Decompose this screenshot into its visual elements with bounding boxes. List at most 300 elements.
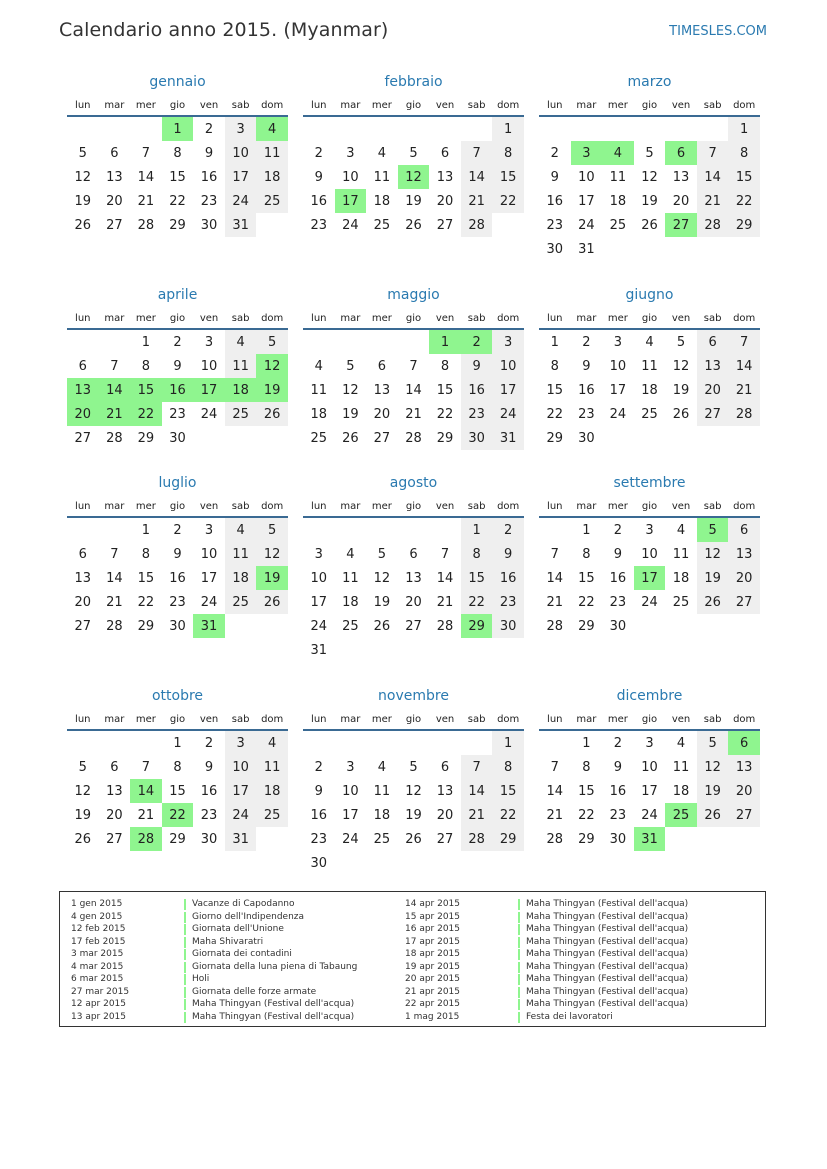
day-cell[interactable]: 1 [141,522,151,538]
day-cell[interactable]: 27 [74,430,92,446]
day-cell[interactable]: 24 [609,406,627,422]
day-cell[interactable]: 12 [697,542,729,566]
day-cell[interactable]: 14 [546,783,564,799]
day-cell[interactable]: 15 [492,779,524,803]
day-cell[interactable]: 26 [256,402,288,426]
day-cell[interactable]: 14 [461,779,493,803]
day-cell[interactable]: 2 [204,735,214,751]
day-cell[interactable]: 30 [200,217,218,233]
day-cell[interactable]: 15 [492,165,524,189]
day-cell[interactable]: 27 [728,590,760,614]
day-cell[interactable]: 17 [225,779,257,803]
day-cell[interactable]: 4 [225,329,257,354]
day-cell[interactable]: 21 [137,807,155,823]
day-cell[interactable]: 28 [546,618,564,634]
day-cell[interactable]: 15 [169,783,186,799]
day-cell[interactable]: 16 [310,807,328,823]
day-cell[interactable]: 23 [578,406,595,422]
day-cell[interactable]: 6 [728,730,760,755]
day-cell[interactable]: 11 [225,354,257,378]
day-cell[interactable]: 25 [342,618,359,634]
day-cell[interactable]: 16 [200,783,218,799]
day-cell[interactable]: 9 [204,145,214,161]
day-cell[interactable]: 26 [405,217,422,233]
day-cell[interactable]: 18 [342,594,359,610]
day-cell[interactable]: 9 [461,354,493,378]
day-cell[interactable]: 11 [609,169,627,185]
day-cell[interactable]: 26 [74,217,92,233]
day-cell[interactable]: 21 [405,406,422,422]
day-cell[interactable]: 21 [99,402,131,426]
day-cell[interactable]: 15 [130,378,162,402]
day-cell[interactable]: 14 [99,378,131,402]
day-cell[interactable]: 14 [106,570,123,586]
day-cell[interactable]: 9 [314,169,323,185]
day-cell[interactable]: 1 [728,116,760,141]
day-cell[interactable]: 5 [697,730,729,755]
day-cell[interactable]: 23 [200,807,218,823]
day-cell[interactable]: 17 [609,382,627,398]
day-cell[interactable]: 16 [609,570,627,586]
day-cell[interactable]: 25 [225,402,257,426]
day-cell[interactable]: 21 [546,807,564,823]
day-cell[interactable]: 16 [200,169,218,185]
day-cell[interactable]: 28 [405,430,422,446]
day-cell[interactable]: 12 [405,783,422,799]
day-cell[interactable]: 15 [169,169,186,185]
day-cell[interactable]: 16 [310,193,328,209]
day-cell[interactable]: 31 [225,827,257,851]
day-cell[interactable]: 4 [225,517,257,542]
day-cell[interactable]: 15 [546,382,564,398]
day-cell[interactable]: 18 [225,566,257,590]
day-cell[interactable]: 31 [193,614,225,638]
day-cell[interactable]: 16 [169,570,186,586]
day-cell[interactable]: 7 [550,759,559,775]
day-cell[interactable]: 8 [141,358,151,374]
day-cell[interactable]: 11 [225,542,257,566]
day-cell[interactable]: 10 [641,759,658,775]
day-cell[interactable]: 16 [578,382,595,398]
day-cell[interactable]: 30 [461,426,493,450]
day-cell[interactable]: 27 [728,803,760,827]
day-cell[interactable]: 1 [173,735,182,751]
day-cell[interactable]: 7 [461,755,493,779]
day-cell[interactable]: 29 [461,614,493,638]
day-cell[interactable]: 29 [578,831,595,847]
day-cell[interactable]: 7 [697,141,729,165]
day-cell[interactable]: 1 [141,334,151,350]
day-cell[interactable]: 28 [461,213,493,237]
day-cell[interactable]: 8 [461,542,493,566]
day-cell[interactable]: 1 [492,116,524,141]
day-cell[interactable]: 22 [130,402,162,426]
day-cell[interactable]: 26 [697,590,729,614]
day-cell[interactable]: 16 [609,783,627,799]
brand-link[interactable]: TIMESLES.COM [669,24,767,39]
day-cell[interactable]: 3 [346,145,355,161]
day-cell[interactable]: 8 [141,546,151,562]
day-cell[interactable]: 28 [461,827,493,851]
day-cell[interactable]: 6 [440,145,450,161]
day-cell[interactable]: 17 [225,165,257,189]
day-cell[interactable]: 11 [256,755,288,779]
day-cell[interactable]: 20 [405,594,422,610]
day-cell[interactable]: 28 [130,827,162,851]
day-cell[interactable]: 5 [645,145,654,161]
day-cell[interactable]: 18 [225,378,257,402]
day-cell[interactable]: 23 [609,594,627,610]
day-cell[interactable]: 1 [429,329,461,354]
day-cell[interactable]: 2 [173,334,182,350]
day-cell[interactable]: 8 [440,358,450,374]
day-cell[interactable]: 29 [492,827,524,851]
day-cell[interactable]: 7 [728,329,760,354]
day-cell[interactable]: 31 [310,642,328,658]
day-cell[interactable]: 25 [373,217,391,233]
day-cell[interactable]: 18 [609,193,627,209]
day-cell[interactable]: 22 [492,189,524,213]
day-cell[interactable]: 25 [641,406,658,422]
day-cell[interactable]: 30 [578,430,595,446]
day-cell[interactable]: 13 [106,169,123,185]
day-cell[interactable]: 30 [200,831,218,847]
day-cell[interactable]: 12 [672,358,690,374]
day-cell[interactable]: 26 [342,430,359,446]
day-cell[interactable]: 30 [546,241,564,257]
day-cell[interactable]: 8 [582,546,591,562]
day-cell[interactable]: 25 [310,430,328,446]
day-cell[interactable]: 4 [377,145,387,161]
day-cell[interactable]: 28 [436,618,454,634]
day-cell[interactable]: 5 [409,145,418,161]
day-cell[interactable]: 8 [728,141,760,165]
day-cell[interactable]: 8 [492,755,524,779]
day-cell[interactable]: 7 [550,546,559,562]
day-cell[interactable]: 3 [645,522,654,538]
day-cell[interactable]: 4 [377,759,387,775]
day-cell[interactable]: 21 [137,193,155,209]
day-cell[interactable]: 6 [78,546,87,562]
day-cell[interactable]: 12 [398,165,430,189]
day-cell[interactable]: 27 [405,618,422,634]
day-cell[interactable]: 18 [373,193,391,209]
day-cell[interactable]: 5 [409,759,418,775]
day-cell[interactable]: 29 [546,430,564,446]
day-cell[interactable]: 2 [613,735,623,751]
day-cell[interactable]: 9 [492,542,524,566]
day-cell[interactable]: 14 [405,382,422,398]
day-cell[interactable]: 7 [141,759,151,775]
day-cell[interactable]: 7 [141,145,151,161]
day-cell[interactable]: 14 [436,570,454,586]
day-cell[interactable]: 11 [373,169,391,185]
day-cell[interactable]: 24 [310,618,328,634]
day-cell[interactable]: 1 [162,116,194,141]
day-cell[interactable]: 5 [346,358,355,374]
day-cell[interactable]: 6 [665,141,697,165]
day-cell[interactable]: 6 [697,329,729,354]
day-cell[interactable]: 12 [342,382,359,398]
day-cell[interactable]: 5 [78,145,87,161]
day-cell[interactable]: 19 [256,566,288,590]
day-cell[interactable]: 19 [405,193,422,209]
day-cell[interactable]: 24 [342,831,359,847]
day-cell[interactable]: 9 [204,759,214,775]
day-cell[interactable]: 3 [492,329,524,354]
day-cell[interactable]: 29 [578,618,595,634]
day-cell[interactable]: 13 [697,354,729,378]
day-cell[interactable]: 13 [672,169,690,185]
day-cell[interactable]: 27 [106,217,123,233]
day-cell[interactable]: 19 [342,406,359,422]
day-cell[interactable]: 4 [256,730,288,755]
day-cell[interactable]: 1 [582,735,591,751]
day-cell[interactable]: 8 [173,145,182,161]
day-cell[interactable]: 5 [256,517,288,542]
day-cell[interactable]: 5 [697,517,729,542]
day-cell[interactable]: 12 [74,783,92,799]
day-cell[interactable]: 26 [672,406,690,422]
day-cell[interactable]: 24 [225,803,257,827]
day-cell[interactable]: 7 [440,546,450,562]
day-cell[interactable]: 25 [672,594,690,610]
day-cell[interactable]: 10 [641,546,658,562]
day-cell[interactable]: 20 [74,594,92,610]
day-cell[interactable]: 17 [310,594,328,610]
day-cell[interactable]: 14 [137,169,155,185]
day-cell[interactable]: 6 [377,358,387,374]
day-cell[interactable]: 27 [665,213,697,237]
day-cell[interactable]: 29 [169,831,186,847]
day-cell[interactable]: 13 [74,570,92,586]
day-cell[interactable]: 8 [492,141,524,165]
day-cell[interactable]: 7 [461,141,493,165]
day-cell[interactable]: 8 [582,759,591,775]
day-cell[interactable]: 6 [728,517,760,542]
day-cell[interactable]: 3 [204,522,214,538]
day-cell[interactable]: 9 [550,169,559,185]
day-cell[interactable]: 7 [110,546,119,562]
day-cell[interactable]: 15 [728,165,760,189]
day-cell[interactable]: 20 [436,807,454,823]
day-cell[interactable]: 29 [137,618,155,634]
day-cell[interactable]: 16 [162,378,194,402]
day-cell[interactable]: 19 [641,193,658,209]
day-cell[interactable]: 18 [256,779,288,803]
day-cell[interactable]: 1 [550,334,559,350]
day-cell[interactable]: 15 [578,783,595,799]
day-cell[interactable]: 26 [697,803,729,827]
day-cell[interactable]: 20 [106,193,123,209]
day-cell[interactable]: 28 [106,430,123,446]
day-cell[interactable]: 5 [78,759,87,775]
day-cell[interactable]: 19 [405,807,422,823]
day-cell[interactable]: 24 [578,217,595,233]
day-cell[interactable]: 2 [461,329,493,354]
day-cell[interactable]: 12 [256,542,288,566]
day-cell[interactable]: 22 [169,193,186,209]
day-cell[interactable]: 3 [645,735,654,751]
day-cell[interactable]: 13 [728,542,760,566]
day-cell[interactable]: 15 [578,570,595,586]
day-cell[interactable]: 24 [641,594,658,610]
day-cell[interactable]: 31 [634,827,666,851]
day-cell[interactable]: 19 [373,594,391,610]
day-cell[interactable]: 21 [697,189,729,213]
day-cell[interactable]: 22 [461,590,493,614]
day-cell[interactable]: 2 [613,522,623,538]
day-cell[interactable]: 26 [256,590,288,614]
day-cell[interactable]: 22 [578,594,595,610]
day-cell[interactable]: 23 [546,217,564,233]
day-cell[interactable]: 6 [110,145,119,161]
day-cell[interactable]: 17 [342,807,359,823]
day-cell[interactable]: 9 [314,783,323,799]
day-cell[interactable]: 14 [461,165,493,189]
day-cell[interactable]: 24 [225,189,257,213]
day-cell[interactable]: 24 [200,594,218,610]
day-cell[interactable]: 2 [550,145,559,161]
day-cell[interactable]: 11 [672,759,690,775]
day-cell[interactable]: 4 [676,522,686,538]
day-cell[interactable]: 5 [676,334,686,350]
day-cell[interactable]: 22 [492,803,524,827]
day-cell[interactable]: 23 [310,217,328,233]
day-cell[interactable]: 26 [641,217,658,233]
day-cell[interactable]: 17 [634,566,666,590]
day-cell[interactable]: 24 [641,807,658,823]
day-cell[interactable]: 16 [461,378,493,402]
day-cell[interactable]: 19 [697,779,729,803]
day-cell[interactable]: 12 [256,354,288,378]
day-cell[interactable]: 22 [162,803,194,827]
day-cell[interactable]: 22 [546,406,564,422]
day-cell[interactable]: 13 [373,382,391,398]
day-cell[interactable]: 11 [641,358,658,374]
day-cell[interactable]: 18 [310,406,328,422]
day-cell[interactable]: 5 [256,329,288,354]
day-cell[interactable]: 2 [492,517,524,542]
day-cell[interactable]: 21 [461,803,493,827]
day-cell[interactable]: 13 [728,755,760,779]
day-cell[interactable]: 8 [550,358,559,374]
day-cell[interactable]: 4 [645,334,654,350]
day-cell[interactable]: 29 [436,430,454,446]
day-cell[interactable]: 10 [578,169,595,185]
day-cell[interactable]: 17 [335,189,367,213]
day-cell[interactable]: 14 [728,354,760,378]
day-cell[interactable]: 17 [492,378,524,402]
day-cell[interactable]: 14 [130,779,162,803]
day-cell[interactable]: 28 [106,618,123,634]
day-cell[interactable]: 11 [672,546,690,562]
day-cell[interactable]: 25 [225,590,257,614]
day-cell[interactable]: 29 [728,213,760,237]
day-cell[interactable]: 4 [256,116,288,141]
day-cell[interactable]: 19 [672,382,690,398]
day-cell[interactable]: 25 [665,803,697,827]
day-cell[interactable]: 12 [641,169,658,185]
day-cell[interactable]: 21 [728,378,760,402]
day-cell[interactable]: 26 [74,831,92,847]
day-cell[interactable]: 10 [492,354,524,378]
day-cell[interactable]: 1 [492,730,524,755]
day-cell[interactable]: 10 [225,141,257,165]
day-cell[interactable]: 6 [110,759,119,775]
day-cell[interactable]: 31 [225,213,257,237]
day-cell[interactable]: 18 [641,382,658,398]
day-cell[interactable]: 2 [204,121,214,137]
day-cell[interactable]: 18 [373,807,391,823]
day-cell[interactable]: 11 [256,141,288,165]
day-cell[interactable]: 10 [609,358,627,374]
day-cell[interactable]: 12 [373,570,391,586]
day-cell[interactable]: 23 [492,590,524,614]
day-cell[interactable]: 17 [641,783,658,799]
day-cell[interactable]: 20 [697,378,729,402]
day-cell[interactable]: 7 [110,358,119,374]
day-cell[interactable]: 3 [571,141,603,165]
day-cell[interactable]: 10 [200,546,218,562]
day-cell[interactable]: 24 [492,402,524,426]
day-cell[interactable]: 6 [409,546,418,562]
day-cell[interactable]: 14 [697,165,729,189]
day-cell[interactable]: 20 [672,193,690,209]
day-cell[interactable]: 28 [697,213,729,237]
day-cell[interactable]: 4 [314,358,323,374]
day-cell[interactable]: 18 [256,165,288,189]
day-cell[interactable]: 6 [440,759,450,775]
day-cell[interactable]: 22 [137,594,155,610]
day-cell[interactable]: 15 [436,382,454,398]
day-cell[interactable]: 18 [672,570,690,586]
day-cell[interactable]: 24 [342,217,359,233]
day-cell[interactable]: 10 [225,755,257,779]
day-cell[interactable]: 4 [676,735,686,751]
day-cell[interactable]: 10 [342,783,359,799]
day-cell[interactable]: 2 [173,522,182,538]
day-cell[interactable]: 28 [137,217,155,233]
day-cell[interactable]: 6 [78,358,87,374]
day-cell[interactable]: 10 [310,570,328,586]
day-cell[interactable]: 16 [492,566,524,590]
day-cell[interactable]: 22 [728,189,760,213]
day-cell[interactable]: 23 [169,406,186,422]
day-cell[interactable]: 23 [310,831,328,847]
day-cell[interactable]: 23 [169,594,186,610]
day-cell[interactable]: 27 [373,430,391,446]
day-cell[interactable]: 30 [169,618,186,634]
day-cell[interactable]: 20 [373,406,391,422]
day-cell[interactable]: 24 [200,406,218,422]
day-cell[interactable]: 25 [609,217,627,233]
day-cell[interactable]: 20 [728,566,760,590]
day-cell[interactable]: 30 [169,430,186,446]
day-cell[interactable]: 31 [578,241,595,257]
day-cell[interactable]: 21 [461,189,493,213]
day-cell[interactable]: 17 [578,193,595,209]
day-cell[interactable]: 3 [225,116,257,141]
day-cell[interactable]: 9 [582,358,591,374]
day-cell[interactable]: 18 [672,783,690,799]
day-cell[interactable]: 10 [200,358,218,374]
day-cell[interactable]: 28 [728,402,760,426]
day-cell[interactable]: 27 [436,831,454,847]
day-cell[interactable]: 25 [256,803,288,827]
day-cell[interactable]: 9 [613,759,623,775]
day-cell[interactable]: 30 [492,614,524,638]
